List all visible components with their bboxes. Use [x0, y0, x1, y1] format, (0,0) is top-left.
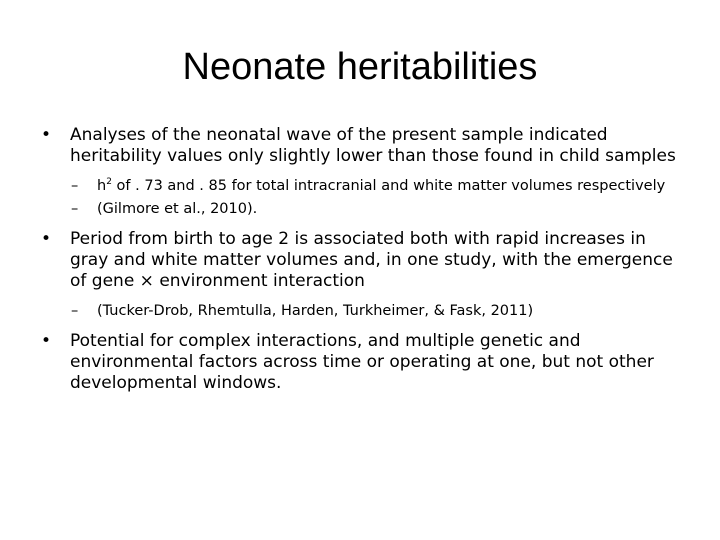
sub-bullet-text: (Tucker-Drob, Rhemtulla, Harden, Turkheimer, & Fask, 2011) — [97, 303, 534, 319]
sub-bullet-item — [36, 201, 684, 218]
sub-bullet-text — [97, 178, 665, 194]
dash-icon: – — [71, 303, 79, 319]
superscript-2: 2 — [106, 177, 112, 187]
sub-bullet-item — [36, 303, 684, 320]
heritability-symbol: h — [97, 178, 107, 194]
sub-bullet-text: (Gilmore et al., 2010). — [97, 201, 258, 217]
bullet-item — [36, 125, 684, 167]
sub-bullet-item — [36, 178, 684, 195]
bullet-text: Period from birth to age 2 is associated both with rapid increases in gray and white matter volumes and, in one study, with the emergence of gene × environment interaction — [70, 229, 673, 291]
bullet-item — [36, 229, 684, 292]
slide-title: Neonate heritabilities — [182, 46, 538, 88]
bullet-dot-icon: • — [40, 229, 52, 249]
bullet-text: Analyses of the neonatal wave of the present sample indicated heritability values only slightly lower than those found in child samples — [70, 125, 676, 166]
dash-icon: – — [71, 178, 79, 194]
bullet-text: Potential for complex interactions, and multiple genetic and environmental factors across time or operating at one, but not other developmental windows. — [70, 331, 654, 393]
slide-content — [36, 125, 684, 400]
heritability-values: of . 73 and . 85 for total intracranial and white matter volumes respectively — [111, 178, 666, 194]
bullet-item — [36, 331, 684, 394]
dash-icon: – — [71, 201, 79, 217]
bullet-dot-icon: • — [40, 125, 52, 145]
bullet-dot-icon: • — [40, 331, 52, 351]
